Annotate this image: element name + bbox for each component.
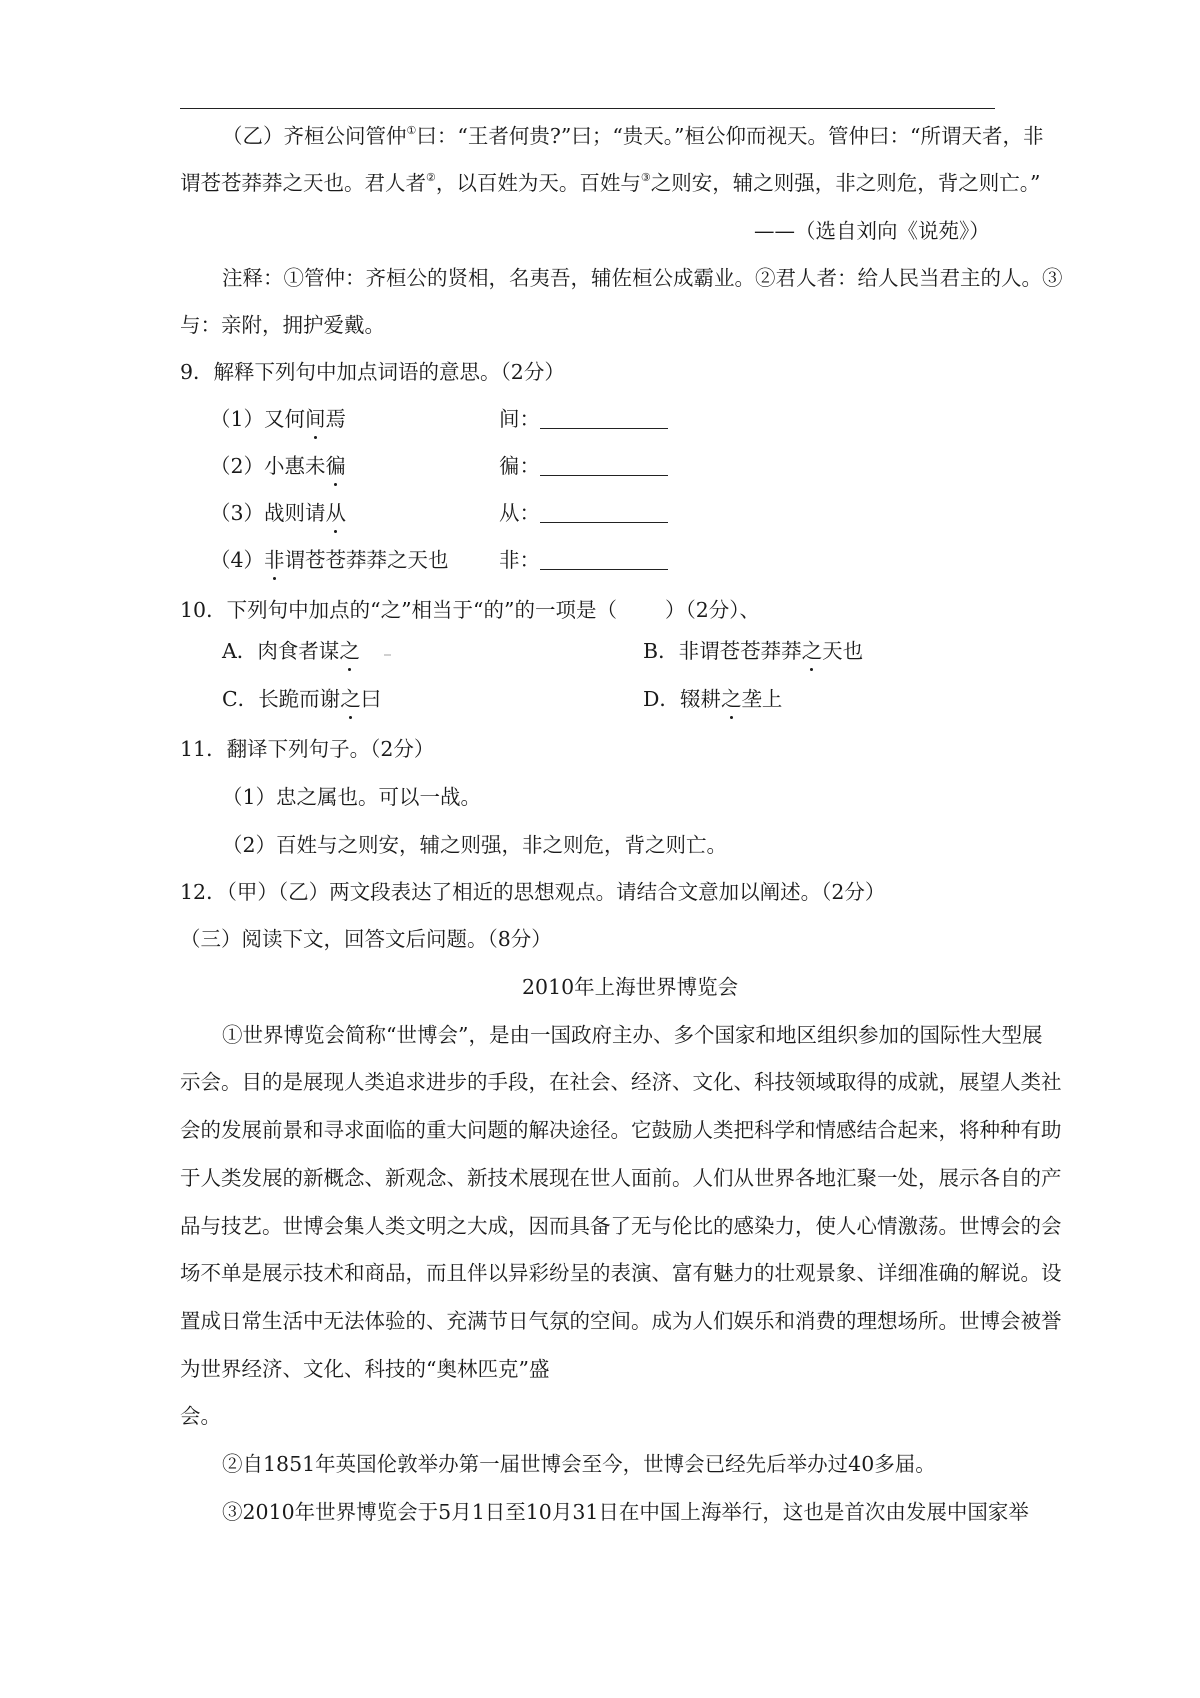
q9-answer-2: 徧： [499, 451, 668, 481]
note-line-2: 与：亲附，拥护爱戴。 [180, 313, 385, 337]
article-p1-line-3: 会的发展前景和寻求面临的重大问题的解决途径。它鼓励人类把科学和情感结合起来，将种种有助 [180, 1118, 1062, 1142]
passage-yi-line-1: （乙）齐桓公问管仲①曰：“王者何贵?”曰；“贵天。”桓公仰而视天。管仲曰：“所谓天者，非 [222, 124, 1044, 148]
q9-item-4: （4）非谓苍苍莽莽之天也 [210, 545, 449, 575]
q11-sentence-1: （1）忠之属也。可以一战。 [222, 785, 482, 809]
q9-answer-3: 从： [499, 498, 668, 528]
article-p1-line-5: 品与技艺。世博会集人类文明之大成，因而具备了无与伦比的感染力，使人心情激荡。世博会的会 [180, 1214, 1062, 1238]
emphasis-dot-char: 之 [339, 636, 360, 666]
emphasis-dot-char: 之 [340, 684, 361, 714]
q9-answer-4: 非： [499, 545, 668, 575]
q10-option-d: D．辍耕之垄上 [643, 684, 782, 714]
emphasis-dot-char: 间 [305, 404, 326, 434]
note-line-1: 注释：①管仲：齐桓公的贤相，名夷吾，辅佐桓公成霸业。②君人者：给人民当君主的人。③ [222, 266, 1063, 290]
q9-item-1: （1）又何间焉 [210, 404, 346, 434]
passage-source: ——（选自刘向《说苑》） [754, 219, 990, 243]
q10-option-c: C．长跪而谢之曰 [222, 684, 381, 714]
article-p1-line-4: 于人类发展的新概念、新观念、新技术展现在世人面前。人们从世界各地汇聚一处，展示各自的产 [180, 1166, 1062, 1190]
passage-yi-line-2: 谓苍苍莽莽之天也。君人者②，以百姓为天。百姓与③之则安，辅之则强，非之则危，背之则亡。” [180, 171, 1041, 195]
answer-blank[interactable] [540, 454, 668, 476]
article-p3: ③2010年世界博览会于5月1日至10月31日在中国上海举行，这也是首次由发展中国家举 [222, 1500, 1029, 1524]
article-p1-line-7: 置成日常生活中无法体验的、充满节日气氛的空间。成为人们娱乐和消费的理想场所。世博会被誉 [180, 1309, 1062, 1333]
q10-title: 10．下列句中加点的“之”相当于“的”的一项是（ ）（2分）、 [180, 598, 761, 622]
emphasis-dot-char: 徧 [326, 451, 347, 481]
q9-item-2: （2）小惠未徧 [210, 451, 346, 481]
q10-option-b: B．非谓苍苍莽莽之天也 [643, 636, 863, 666]
q11-title: 11．翻译下列句子。（2分） [180, 737, 435, 761]
q11-sentence-2: （2）百姓与之则安，辅之则强，非之则危，背之则亡。 [222, 833, 728, 857]
article-p1-line-1: ①世界博览会简称“世博会”，是由一国政府主办、多个国家和地区组织参加的国际性大型展 [222, 1023, 1043, 1047]
article-title: 2010年上海世界博览会 [522, 975, 739, 999]
article-p2: ②自1851年英国伦敦举办第一届世博会至今，世博会已经先后举办过40多届。 [222, 1452, 936, 1476]
emphasis-dot-char: 从 [326, 498, 347, 528]
article-p1-line-8: 为世界经济、文化、科技的“奥林匹克”盛 [180, 1357, 550, 1381]
header-rule [180, 108, 995, 109]
q9-title: 9．解释下列句中加点词语的意思。（2分） [180, 360, 565, 384]
article-p1-line-2: 示会。目的是展现人类追求进步的手段，在社会、经济、文化、科技领域取得的成就，展望人类社 [180, 1070, 1062, 1094]
q10-option-a: A．肉食者谋之 [222, 636, 360, 666]
emphasis-dot-char: 之 [802, 636, 823, 666]
emphasis-dot-char: 非 [264, 545, 285, 575]
answer-blank[interactable] [540, 548, 668, 570]
q9-item-3: （3）战则请从 [210, 498, 346, 528]
answer-blank[interactable] [540, 501, 668, 523]
article-p1-line-6: 场不单是展示技术和商品，而且伴以异彩纷呈的表演、富有魅力的壮观景象、详细准确的解说。设 [180, 1261, 1062, 1285]
section3-heading: （三）阅读下文，回答文后问题。（8分） [180, 927, 552, 951]
emphasis-dot-char: 之 [721, 684, 742, 714]
q9-answer-1: 间： [499, 404, 668, 434]
q12-title: 12．（甲）（乙）两文段表达了相近的思想观点。请结合文意加以阐述。（2分） [180, 880, 886, 904]
answer-blank[interactable] [540, 407, 668, 429]
article-p1-line-9: 会。 [180, 1404, 221, 1428]
scan-speck [384, 654, 391, 656]
